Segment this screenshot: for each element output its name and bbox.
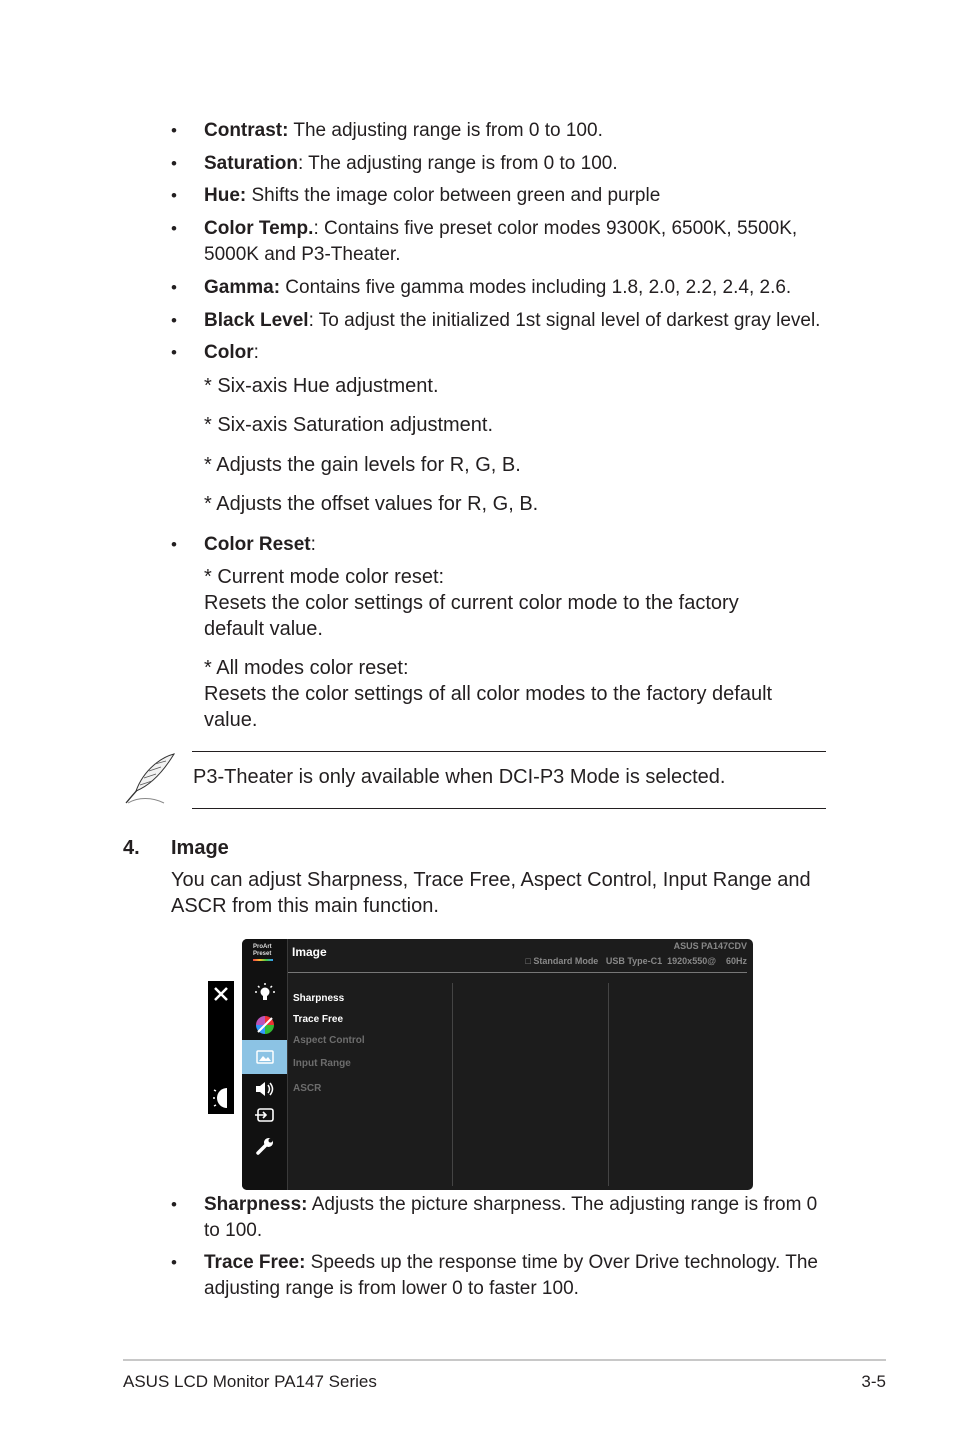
osd-model-name: ASUS PA147CDV xyxy=(673,941,747,951)
bullet-text: : xyxy=(310,534,316,555)
current-reset-desc: Resets the color settings of current color mode to the factory default value. xyxy=(204,592,739,640)
section-number: 4. xyxy=(123,837,140,859)
bullet-dot: • xyxy=(171,186,177,205)
bullet-text: : xyxy=(253,342,259,363)
splendid-bulb-icon[interactable] xyxy=(250,982,280,1004)
bullet-text: Contains five gamma modes including 1.8, 2.0, 2.2, 2.4, 2.6. xyxy=(280,277,792,298)
logo-line: ProArt xyxy=(253,944,272,950)
section-title: Image xyxy=(171,837,229,859)
bullet-hue xyxy=(171,183,844,209)
bullet-dot: • xyxy=(171,1195,177,1214)
color-subitem: * Adjusts the gain levels for R, G, B. xyxy=(204,454,521,476)
osd-header-divider xyxy=(288,972,747,973)
bullet-dot: • xyxy=(171,278,177,297)
color-subitem: * Six-axis Saturation adjustment. xyxy=(204,414,494,436)
bullet-text: Adjusts the picture sharpness. The adjusting range is from 0 to 100. xyxy=(204,1194,818,1241)
brightness-half-icon[interactable] xyxy=(213,1087,231,1109)
bullet-term: Contrast: xyxy=(204,120,289,141)
bullet-dot: • xyxy=(171,535,177,554)
bullet-color-reset xyxy=(171,532,844,558)
note-bottom-rule xyxy=(192,808,826,809)
footer-title: ASUS LCD Monitor PA147 Series xyxy=(123,1372,377,1391)
bullet-term: Sharpness: xyxy=(204,1194,308,1215)
bullet-gamma xyxy=(171,275,844,301)
osd-status-line xyxy=(525,956,747,966)
input-select-icon[interactable] xyxy=(250,1104,280,1126)
logo-color-bar xyxy=(253,959,273,961)
bullet-term: Hue: xyxy=(204,185,247,206)
osd-menu-item-sharpness[interactable]: Sharpness xyxy=(293,993,345,1004)
bullet-term: Saturation xyxy=(204,153,298,174)
image-icon[interactable] xyxy=(242,1040,287,1074)
osd-menu-item-trace-free[interactable]: Trace Free xyxy=(293,1014,344,1025)
footer-rule xyxy=(123,1359,886,1361)
bullet-dot: • xyxy=(171,311,177,330)
color-reset-all xyxy=(204,655,829,733)
bullet-dot: • xyxy=(171,121,177,140)
bullet-term: Color Reset xyxy=(204,534,311,555)
color-subitem: * Six-axis Hue adjustment. xyxy=(204,375,439,397)
bullet-text: : Contains five preset color modes 9300K, 6500K, 5500K, 5000K and P3-Theater. xyxy=(204,218,798,265)
bullet-text: The adjusting range is from 0 to 100. xyxy=(288,120,603,141)
bullet-text: : To adjust the initialized 1st signal level of darkest gray level. xyxy=(308,310,821,331)
note-top-rule xyxy=(192,751,826,752)
system-setup-wrench-icon[interactable] xyxy=(250,1135,280,1157)
proart-preset-logo xyxy=(253,944,272,958)
note-text: P3-Theater is only available when DCI-P3 Mode is selected. xyxy=(193,766,726,788)
bullet-dot: • xyxy=(171,219,177,238)
color-palette-icon[interactable] xyxy=(250,1014,280,1036)
osd-menu xyxy=(242,939,753,1190)
bullet-dot: • xyxy=(171,154,177,173)
osd-column-divider xyxy=(452,983,453,1186)
sound-icon[interactable] xyxy=(250,1078,280,1100)
osd-menu-item-ascr: ASCR xyxy=(293,1083,322,1094)
bullet-dot: • xyxy=(171,343,177,362)
section-description: You can adjust Sharpness, Trace Free, Aspect Control, Input Range and ASCR from this main function. xyxy=(171,869,811,917)
logo-line: Preset xyxy=(253,951,272,957)
bullet-term: Gamma: xyxy=(204,277,281,298)
osd-column-divider xyxy=(608,983,609,1186)
bullet-text: Speeds up the response time by Over Drive technology. The adjusting range is from lower 0 to faster 100. xyxy=(204,1252,818,1299)
current-reset-title: * Current mode color reset: xyxy=(204,566,445,588)
osd-side-panel xyxy=(208,981,234,1114)
bullet-color-temp xyxy=(171,216,824,268)
bullet-dot: • xyxy=(171,1253,177,1272)
bullet-text: Shifts the image color between green and purple xyxy=(246,185,661,206)
monitor-icon: □ xyxy=(525,956,531,966)
osd-menu-item-input-range: Input Range xyxy=(293,1058,351,1069)
bullet-sharpness xyxy=(171,1192,829,1244)
all-reset-desc: Resets the color settings of all color modes to the factory default value. xyxy=(204,683,773,731)
bullet-text: : The adjusting range is from 0 to 100. xyxy=(297,153,618,174)
close-icon[interactable] xyxy=(213,986,229,1002)
bullet-saturation xyxy=(171,151,844,177)
osd-menu-item-aspect-control: Aspect Control xyxy=(293,1035,365,1046)
bullet-term: Color xyxy=(204,342,254,363)
osd-title: Image xyxy=(292,945,327,959)
feather-pen-icon xyxy=(122,751,180,807)
bullet-trace-free xyxy=(171,1250,844,1302)
bullet-black-level xyxy=(171,308,864,334)
page-number: 3-5 xyxy=(861,1372,886,1391)
all-reset-title: * All modes color reset: xyxy=(204,657,409,679)
bullet-term: Trace Free: xyxy=(204,1252,306,1273)
osd-status-text: Standard Mode USB Type-C1 1920x550@ 60Hz xyxy=(533,956,747,966)
bullet-term: Color Temp. xyxy=(204,218,314,239)
color-reset-current xyxy=(204,564,844,642)
bullet-contrast xyxy=(171,118,844,144)
osd-nav-column xyxy=(242,939,288,1190)
bullet-color xyxy=(171,340,844,366)
color-subitem: * Adjusts the offset values for R, G, B. xyxy=(204,493,539,515)
bullet-term: Black Level xyxy=(204,310,309,331)
